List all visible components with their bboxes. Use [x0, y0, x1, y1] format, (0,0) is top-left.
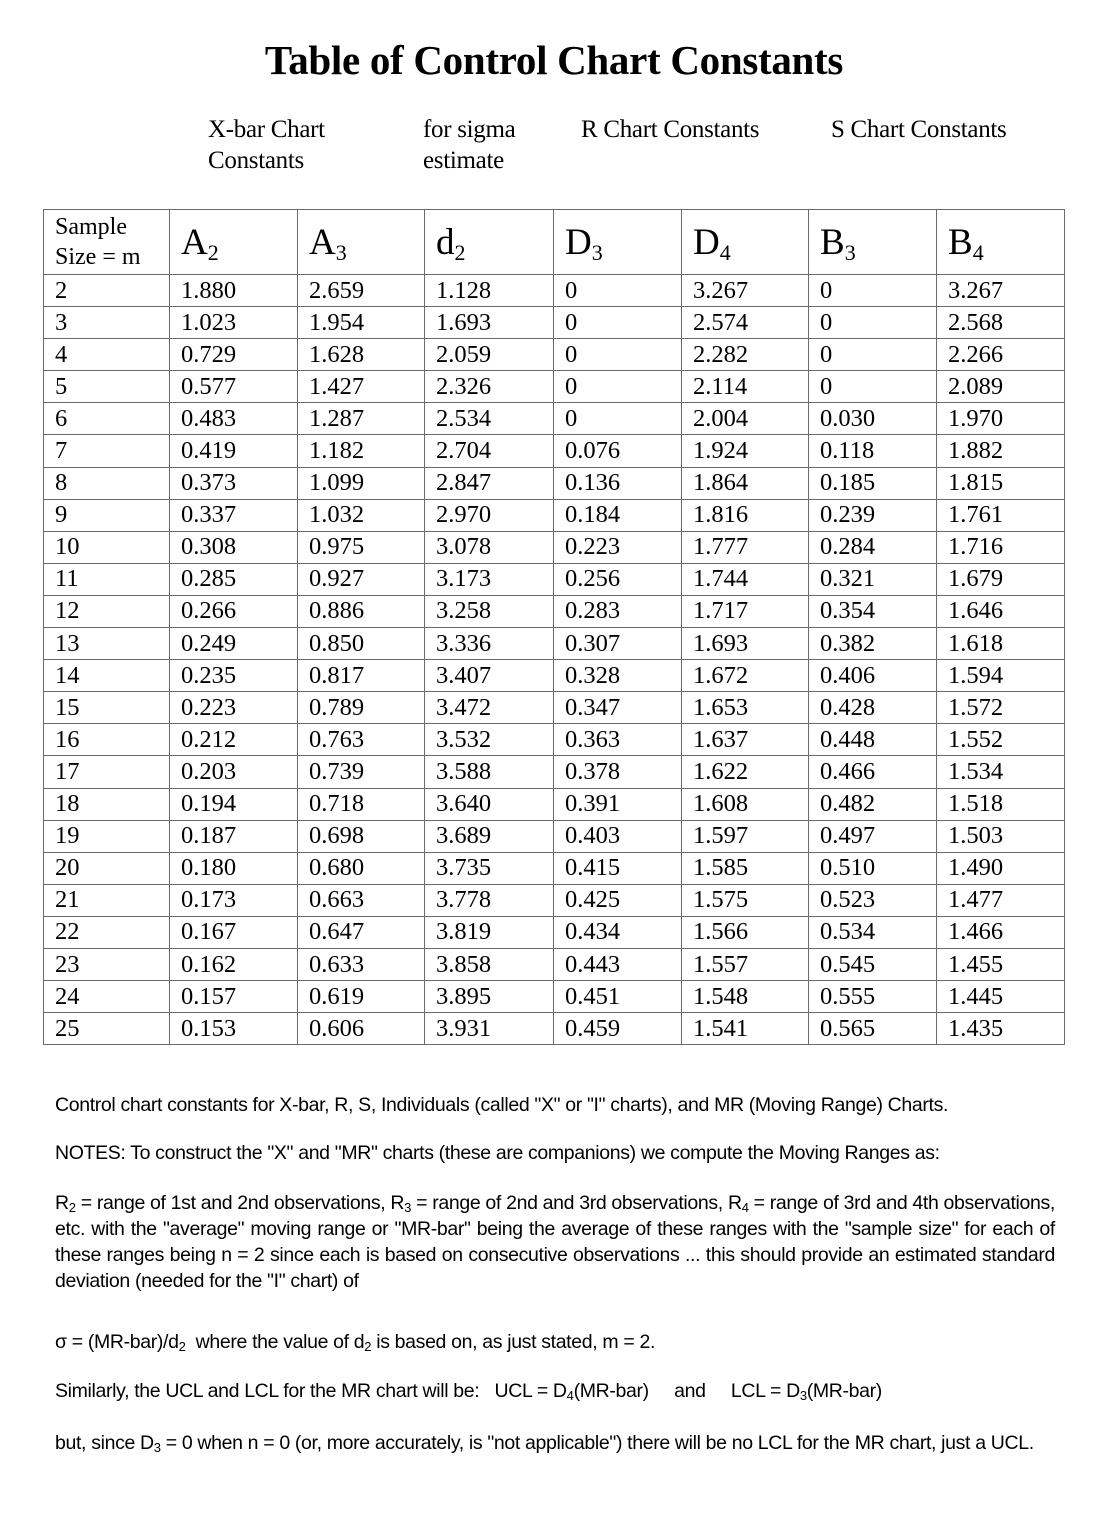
- constant-cell: 2.089: [937, 371, 1065, 403]
- constant-cell: 2.704: [425, 435, 554, 467]
- constant-cell: 1.970: [937, 403, 1065, 435]
- sample-size-cell: 2: [44, 275, 170, 307]
- constant-cell: 0.850: [298, 628, 425, 660]
- constant-cell: 0.927: [298, 563, 425, 595]
- table-row: [44, 884, 1065, 916]
- constant-cell: 0: [554, 307, 682, 339]
- sigma-formula-pre: σ = (MR-bar)/d: [55, 1331, 179, 1353]
- constant-cell: 0.763: [298, 724, 425, 756]
- constant-cell: 1.618: [937, 628, 1065, 660]
- column-letter: B: [948, 221, 973, 263]
- constant-cell: 2.574: [682, 307, 809, 339]
- sample-size-cell: 24: [44, 981, 170, 1013]
- table-row: [44, 499, 1065, 531]
- table-row: [44, 531, 1065, 563]
- r3-text: = range of 2nd and 3rd observations,: [411, 1192, 728, 1214]
- constant-cell: 0.739: [298, 756, 425, 788]
- constant-cell: 0.647: [298, 916, 425, 948]
- sigma-formula-mid: where the value of d: [185, 1331, 365, 1353]
- constant-cell: 1.777: [682, 531, 809, 563]
- table-row: [44, 403, 1065, 435]
- constant-cell: 1.646: [937, 595, 1065, 627]
- s-chart-constants-header: S Chart Constants: [831, 116, 1007, 143]
- constant-cell: 0.076: [554, 435, 682, 467]
- constant-cell: 3.588: [425, 756, 554, 788]
- constant-cell: 0.403: [554, 820, 682, 852]
- constant-cell: 0.577: [170, 371, 298, 403]
- constant-cell: 0.663: [298, 884, 425, 916]
- constant-cell: 1.608: [682, 788, 809, 820]
- r4-text: = range of 3rd and 4th observations, etc. with the "average" moving range or "MR-bar" being the average of these ranges with the "sample size" for each of these ranges being n = 2 since each is based on consecutive observations ... this should provide an estimated standard deviation (needed for the "I" chart) of: [55, 1192, 1055, 1292]
- constant-cell: 1.744: [682, 563, 809, 595]
- constant-cell: 1.099: [298, 467, 425, 499]
- constant-cell: 3.336: [425, 628, 554, 660]
- constant-cell: 1.490: [937, 852, 1065, 884]
- r-chart-constants-header: R Chart Constants: [581, 116, 760, 143]
- r3-symbol: R: [390, 1192, 405, 1214]
- constant-cell: 0.534: [809, 916, 937, 948]
- constants-table: [43, 209, 1065, 1045]
- constant-cell: 1.182: [298, 435, 425, 467]
- constant-cell: 0.223: [554, 531, 682, 563]
- sample-size-cell: 15: [44, 692, 170, 724]
- sample-size-cell: 22: [44, 916, 170, 948]
- table-row: [44, 307, 1065, 339]
- constant-cell: 0.307: [554, 628, 682, 660]
- constant-cell: 0: [554, 275, 682, 307]
- constant-cell: 2.326: [425, 371, 554, 403]
- table-row: [44, 435, 1065, 467]
- sigma-formula-sub2: 2: [364, 1339, 372, 1354]
- column-header-b4: [937, 210, 1065, 275]
- table-row: [44, 820, 1065, 852]
- limits-sub: 4: [566, 1388, 574, 1403]
- r3-subscript: 3: [404, 1200, 412, 1215]
- constant-cell: 1.628: [298, 339, 425, 371]
- constant-cell: 3.689: [425, 820, 554, 852]
- sample-size-cell: 5: [44, 371, 170, 403]
- constant-cell: 0.718: [298, 788, 425, 820]
- constant-cell: 0.789: [298, 692, 425, 724]
- constant-cell: 0.425: [554, 884, 682, 916]
- constant-cell: 1.637: [682, 724, 809, 756]
- limits-pre: Similarly, the UCL and LCL for the MR chart will be: UCL = D: [55, 1380, 567, 1402]
- column-subscript: 4: [972, 239, 984, 265]
- constant-cell: 1.466: [937, 916, 1065, 948]
- sample-size-cell: 21: [44, 884, 170, 916]
- constant-cell: 0.391: [554, 788, 682, 820]
- constant-cell: 0.184: [554, 499, 682, 531]
- table-body: [44, 275, 1065, 1045]
- r2-subscript: 2: [68, 1200, 76, 1215]
- sigma-formula-post: is based on, as just stated, m = 2.: [371, 1331, 656, 1353]
- constant-cell: 1.864: [682, 467, 809, 499]
- constant-cell: 0: [809, 307, 937, 339]
- constant-cell: 1.575: [682, 884, 809, 916]
- table-row: [44, 948, 1065, 980]
- constant-cell: 1.653: [682, 692, 809, 724]
- moving-ranges-paragraph: [55, 1190, 1055, 1294]
- constant-cell: 0.466: [809, 756, 937, 788]
- constant-cell: 1.924: [682, 435, 809, 467]
- constant-cell: 1.518: [937, 788, 1065, 820]
- page-title: Table of Control Chart Constants: [264, 37, 844, 83]
- column-letter: D: [565, 221, 592, 263]
- sample-size-cell: 25: [44, 1013, 170, 1045]
- constant-cell: 0.459: [554, 1013, 682, 1045]
- constant-cell: 3.472: [425, 692, 554, 724]
- constant-cell: 0: [809, 339, 937, 371]
- column-letter: d: [436, 221, 455, 263]
- constant-cell: 1.503: [937, 820, 1065, 852]
- sample-size-cell: 20: [44, 852, 170, 884]
- constant-cell: 0.482: [809, 788, 937, 820]
- constant-cell: 2.282: [682, 339, 809, 371]
- table-row: [44, 371, 1065, 403]
- constant-cell: 1.477: [937, 884, 1065, 916]
- table-row: [44, 852, 1065, 884]
- constant-cell: 3.931: [425, 1013, 554, 1045]
- r4-symbol: R: [727, 1192, 742, 1214]
- constant-cell: 0.167: [170, 916, 298, 948]
- constant-cell: 1.566: [682, 916, 809, 948]
- constant-cell: 1.717: [682, 595, 809, 627]
- constant-cell: 2.970: [425, 499, 554, 531]
- constant-cell: 0: [809, 275, 937, 307]
- sample-size-cell: 7: [44, 435, 170, 467]
- constant-cell: 1.816: [682, 499, 809, 531]
- xbar-constants-header: [208, 114, 325, 176]
- constant-cell: 1.954: [298, 307, 425, 339]
- constant-cell: 3.819: [425, 916, 554, 948]
- constant-cell: 0.239: [809, 499, 937, 531]
- sample-size-cell: 10: [44, 531, 170, 563]
- column-letter: D: [693, 221, 720, 263]
- constant-cell: 0.415: [554, 852, 682, 884]
- constant-cell: 1.815: [937, 467, 1065, 499]
- constant-cell: 0.308: [170, 531, 298, 563]
- constant-cell: 0.235: [170, 660, 298, 692]
- table-row: [44, 660, 1065, 692]
- constant-cell: 0.153: [170, 1013, 298, 1045]
- constant-cell: 3.258: [425, 595, 554, 627]
- column-subscript: 4: [719, 239, 731, 265]
- table-row: [44, 563, 1065, 595]
- constant-cell: 3.267: [682, 275, 809, 307]
- constant-cell: 3.895: [425, 981, 554, 1013]
- constant-cell: 0.497: [809, 820, 937, 852]
- constant-cell: 0.619: [298, 981, 425, 1013]
- constant-cell: 0.606: [298, 1013, 425, 1045]
- constant-cell: 0.284: [809, 531, 937, 563]
- constant-cell: 1.455: [937, 948, 1065, 980]
- constant-cell: 2.114: [682, 371, 809, 403]
- constant-cell: 0.173: [170, 884, 298, 916]
- column-header-b3: [809, 210, 937, 275]
- constant-cell: 0.187: [170, 820, 298, 852]
- constant-cell: 1.534: [937, 756, 1065, 788]
- closing-pre: but, since D: [55, 1432, 154, 1454]
- constant-cell: 1.435: [937, 1013, 1065, 1045]
- constant-cell: 2.004: [682, 403, 809, 435]
- constant-cell: 0.118: [809, 435, 937, 467]
- constant-cell: 0.510: [809, 852, 937, 884]
- constant-cell: 3.267: [937, 275, 1065, 307]
- constant-cell: 0.321: [809, 563, 937, 595]
- sample-size-cell: 13: [44, 628, 170, 660]
- column-header-d4: [682, 210, 809, 275]
- sample-size-cell: 9: [44, 499, 170, 531]
- constant-cell: 3.173: [425, 563, 554, 595]
- sample-size-cell: 11: [44, 563, 170, 595]
- constant-cell: 0.545: [809, 948, 937, 980]
- constant-cell: 3.407: [425, 660, 554, 692]
- constant-cell: 0.406: [809, 660, 937, 692]
- sample-size-cell: 12: [44, 595, 170, 627]
- sample-size-cell: 3: [44, 307, 170, 339]
- sigma-header-line1: for sigma: [423, 116, 516, 143]
- constant-cell: 0.354: [809, 595, 937, 627]
- sample-size-cell: 17: [44, 756, 170, 788]
- constant-cell: 3.078: [425, 531, 554, 563]
- sigma-header-line2: estimate: [423, 147, 504, 174]
- column-subscript: 2: [454, 239, 466, 265]
- table-row: [44, 595, 1065, 627]
- constant-cell: 1.716: [937, 531, 1065, 563]
- constant-cell: 1.882: [937, 435, 1065, 467]
- sample-size-cell: 16: [44, 724, 170, 756]
- constant-cell: 0.698: [298, 820, 425, 852]
- constant-cell: 0.378: [554, 756, 682, 788]
- constant-cell: 1.572: [937, 692, 1065, 724]
- constant-cell: 0.555: [809, 981, 937, 1013]
- constant-cell: 0.180: [170, 852, 298, 884]
- constant-cell: 1.552: [937, 724, 1065, 756]
- constant-cell: 1.128: [425, 275, 554, 307]
- constant-cell: 1.622: [682, 756, 809, 788]
- closing-note: [55, 1430, 1055, 1456]
- constant-cell: 0.266: [170, 595, 298, 627]
- constant-cell: 1.023: [170, 307, 298, 339]
- sigma-estimate-header: [423, 114, 515, 176]
- constant-cell: 3.532: [425, 724, 554, 756]
- column-header-a2: [170, 210, 298, 275]
- constant-cell: 0.203: [170, 756, 298, 788]
- sigma-formula: [55, 1329, 1055, 1355]
- control-limits-formula: [55, 1378, 1055, 1404]
- closing-post: = 0 when n = 0 (or, more accurately, is "not applicable") there will be no LCL for the MR chart, just a UCL.: [160, 1432, 1034, 1454]
- r4-subscript: 4: [741, 1200, 749, 1215]
- constant-cell: 0.185: [809, 467, 937, 499]
- constant-cell: 0.256: [554, 563, 682, 595]
- column-subscript: 2: [207, 239, 219, 265]
- constant-cell: 0.434: [554, 916, 682, 948]
- sample-size-cell: 6: [44, 403, 170, 435]
- constant-cell: 0.633: [298, 948, 425, 980]
- table-row: [44, 692, 1065, 724]
- r2-text: = range of 1st and 2nd observations,: [75, 1192, 391, 1214]
- column-letter: A: [309, 221, 336, 263]
- constant-cell: 0.223: [170, 692, 298, 724]
- sample-size-cell: 14: [44, 660, 170, 692]
- constant-cell: 0.249: [170, 628, 298, 660]
- constant-cell: 0.347: [554, 692, 682, 724]
- constant-cell: 1.693: [682, 628, 809, 660]
- column-subscript: 3: [335, 239, 347, 265]
- constant-cell: 1.541: [682, 1013, 809, 1045]
- limits-sub2: 3: [799, 1388, 807, 1403]
- constant-cell: 0.337: [170, 499, 298, 531]
- constant-cell: 0.194: [170, 788, 298, 820]
- table-header-row: [44, 210, 1065, 275]
- constant-cell: 0.443: [554, 948, 682, 980]
- constant-cell: 1.557: [682, 948, 809, 980]
- constant-cell: 0.212: [170, 724, 298, 756]
- column-header-d2: [425, 210, 554, 275]
- constant-cell: 1.548: [682, 981, 809, 1013]
- sample-size-cell: 8: [44, 467, 170, 499]
- constant-cell: 2.266: [937, 339, 1065, 371]
- sample-size-cell: 19: [44, 820, 170, 852]
- constant-cell: 2.659: [298, 275, 425, 307]
- constant-cell: 3.778: [425, 884, 554, 916]
- table-row: [44, 788, 1065, 820]
- constant-cell: 0.448: [809, 724, 937, 756]
- sample-size-cell: 18: [44, 788, 170, 820]
- limits-mid: (MR-bar) and LCL = D: [573, 1380, 800, 1402]
- constant-cell: 0.328: [554, 660, 682, 692]
- constant-cell: 1.594: [937, 660, 1065, 692]
- sample-size-header-line2: Size = m: [55, 244, 141, 270]
- caption-text: Control chart constants for X-bar, R, S, Individuals (called "X" or "I" charts), and MR (Moving Range) Charts.: [55, 1094, 949, 1116]
- sample-size-cell: 23: [44, 948, 170, 980]
- constant-cell: 0: [554, 339, 682, 371]
- constant-cell: 0.483: [170, 403, 298, 435]
- limits-post: (MR-bar): [806, 1380, 882, 1402]
- constant-cell: 0: [809, 371, 937, 403]
- constant-cell: 1.032: [298, 499, 425, 531]
- constant-cell: 0.382: [809, 628, 937, 660]
- constant-cell: 1.427: [298, 371, 425, 403]
- constant-cell: 0.363: [554, 724, 682, 756]
- table-row: [44, 275, 1065, 307]
- constant-cell: 0.373: [170, 467, 298, 499]
- constant-cell: 0.030: [809, 403, 937, 435]
- column-letter: A: [181, 221, 208, 263]
- constant-cell: 0: [554, 371, 682, 403]
- constant-cell: 0: [554, 403, 682, 435]
- table-row: [44, 467, 1065, 499]
- constant-cell: 1.672: [682, 660, 809, 692]
- constant-cell: 2.059: [425, 339, 554, 371]
- table-row: [44, 339, 1065, 371]
- constant-cell: 2.568: [937, 307, 1065, 339]
- constant-cell: 0.680: [298, 852, 425, 884]
- constant-cell: 2.534: [425, 403, 554, 435]
- constant-cell: 1.445: [937, 981, 1065, 1013]
- constant-cell: 1.287: [298, 403, 425, 435]
- constant-cell: 1.761: [937, 499, 1065, 531]
- sample-size-cell: 4: [44, 339, 170, 371]
- constant-cell: 3.858: [425, 948, 554, 980]
- constant-cell: 0.428: [809, 692, 937, 724]
- constant-cell: 1.679: [937, 563, 1065, 595]
- constant-cell: 0.975: [298, 531, 425, 563]
- sigma-formula-sub: 2: [178, 1339, 186, 1354]
- constant-cell: 1.880: [170, 275, 298, 307]
- xbar-header-line1: X-bar Chart: [208, 116, 325, 143]
- constant-cell: 2.847: [425, 467, 554, 499]
- constant-cell: 0.729: [170, 339, 298, 371]
- r2-symbol: R: [55, 1192, 69, 1214]
- constant-cell: 0.565: [809, 1013, 937, 1045]
- constant-cell: 1.693: [425, 307, 554, 339]
- constant-cell: 1.585: [682, 852, 809, 884]
- column-letter: B: [820, 221, 845, 263]
- table-row: [44, 981, 1065, 1013]
- sample-size-header: [44, 210, 170, 275]
- table-row: [44, 724, 1065, 756]
- constant-cell: 0.162: [170, 948, 298, 980]
- table-row: [44, 916, 1065, 948]
- closing-sub: 3: [153, 1440, 161, 1455]
- constant-cell: 0.419: [170, 435, 298, 467]
- constant-cell: 3.640: [425, 788, 554, 820]
- sample-size-header-line1: Sample: [55, 214, 127, 240]
- constant-cell: 1.597: [682, 820, 809, 852]
- table-row: [44, 756, 1065, 788]
- constant-cell: 0.157: [170, 981, 298, 1013]
- table-row: [44, 628, 1065, 660]
- column-subscript: 3: [591, 239, 603, 265]
- constant-cell: 0.136: [554, 467, 682, 499]
- column-header-d3: [554, 210, 682, 275]
- xbar-header-line2: Constants: [208, 147, 304, 174]
- table-row: [44, 1013, 1065, 1045]
- notes-intro: NOTES: To construct the "X" and "MR" charts (these are companions) we compute the Moving Ranges as:: [55, 1142, 940, 1164]
- constant-cell: 0.451: [554, 981, 682, 1013]
- constant-cell: 0.523: [809, 884, 937, 916]
- constant-cell: 3.735: [425, 852, 554, 884]
- constant-cell: 0.817: [298, 660, 425, 692]
- column-subscript: 3: [844, 239, 856, 265]
- constant-cell: 0.283: [554, 595, 682, 627]
- constant-cell: 0.886: [298, 595, 425, 627]
- constant-cell: 0.285: [170, 563, 298, 595]
- column-header-a3: [298, 210, 425, 275]
